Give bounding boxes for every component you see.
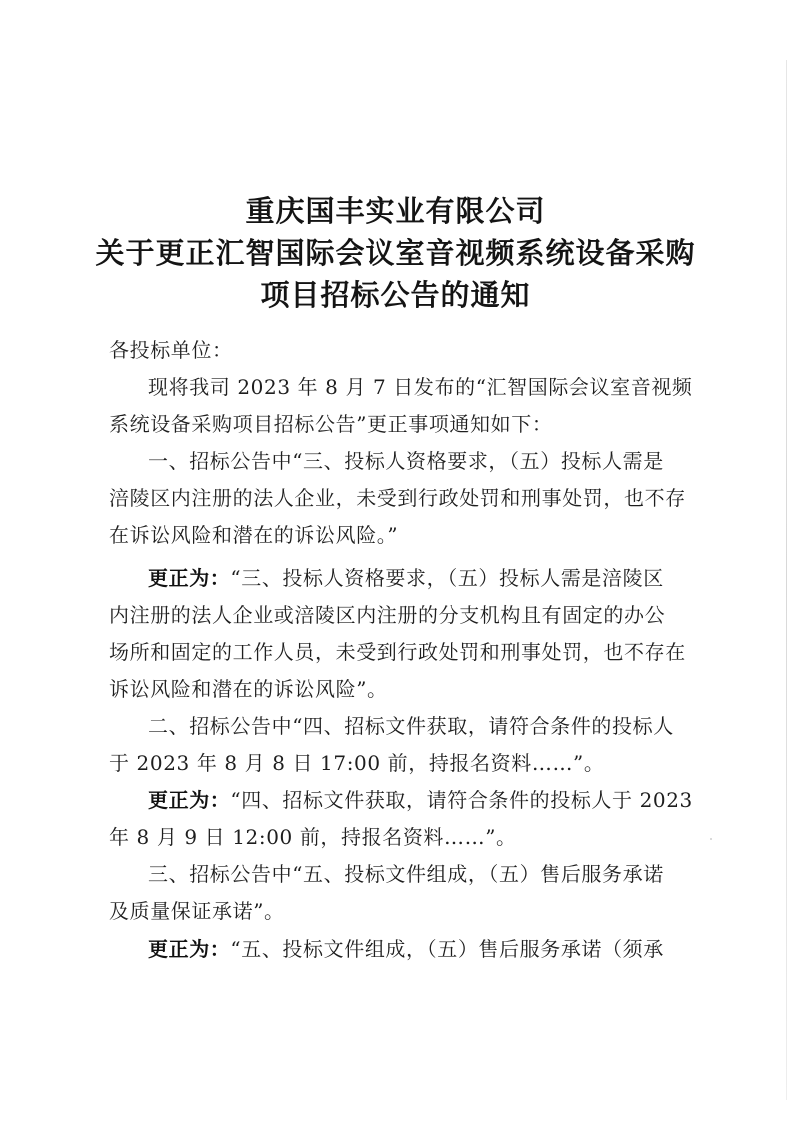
item1-original-line-3: 在诉讼风险和潜在的诉讼风险。” (109, 523, 399, 547)
item1-original-line-1: 一、招标公告中“三、投标人资格要求，（五）投标人需是 (148, 449, 664, 473)
item2-corrected-line-2: 年 8 月 9 日 12:00 前，持报名资料……”。 (109, 825, 517, 849)
notice-title-company: 重庆国丰实业有限公司 (245, 194, 546, 228)
intro-line-1: 现将我司 2023 年 8 月 7 日发布的“汇智国际会议室音视频 (148, 375, 693, 399)
corrected-text: “三、投标人资格要求，（五）投标人需是涪陵区 (230, 566, 664, 590)
item1-corrected-line-4: 诉讼风险和潜在的诉讼风险”。 (109, 677, 388, 701)
intro-line-2: 系统设备采购项目招标公告”更正事项通知如下： (109, 412, 553, 436)
correction-label: 更正为： (148, 566, 231, 590)
item3-original-line-1: 三、招标公告中“五、投标文件组成，（五）售后服务承诺 (148, 862, 664, 886)
corrected-text: “四、招标文件获取，请符合条件的投标人于 2023 (230, 788, 693, 812)
correction-label: 更正为： (148, 937, 231, 961)
notice-title-subject: 关于更正汇智国际会议室音视频系统设备采购 (95, 236, 696, 270)
item2-original-line-2: 于 2023 年 8 月 8 日 17:00 前，持报名资料……”。 (109, 751, 605, 775)
item1-corrected-line-2: 内注册的法人企业或涪陵区内注册的分支机构且有固定的办公 (109, 603, 666, 627)
corrected-text: “五、投标文件组成，（五）售后服务承诺（须承 (230, 937, 664, 961)
item2-corrected-line-1 (148, 786, 693, 814)
item1-corrected-line-3: 场所和固定的工作人员，未受到行政处罚和刑事处罚，也不存在 (109, 640, 686, 664)
item3-original-line-2: 及质量保证承诺”。 (109, 899, 285, 923)
scan-speck (710, 838, 712, 840)
correction-label: 更正为： (148, 788, 231, 812)
item1-corrected-line-1 (148, 564, 693, 592)
salutation: 各投标单位： (109, 338, 233, 362)
notice-title-subject-cont: 项目招标公告的通知 (260, 278, 531, 312)
item1-original-line-2: 涪陵区内注册的法人企业，未受到行政处罚和刑事处罚，也不存 (109, 486, 686, 510)
item2-original-line-1: 二、招标公告中“四、招标文件获取，请符合条件的投标人 (148, 714, 674, 738)
item3-corrected-line-1 (148, 935, 693, 963)
